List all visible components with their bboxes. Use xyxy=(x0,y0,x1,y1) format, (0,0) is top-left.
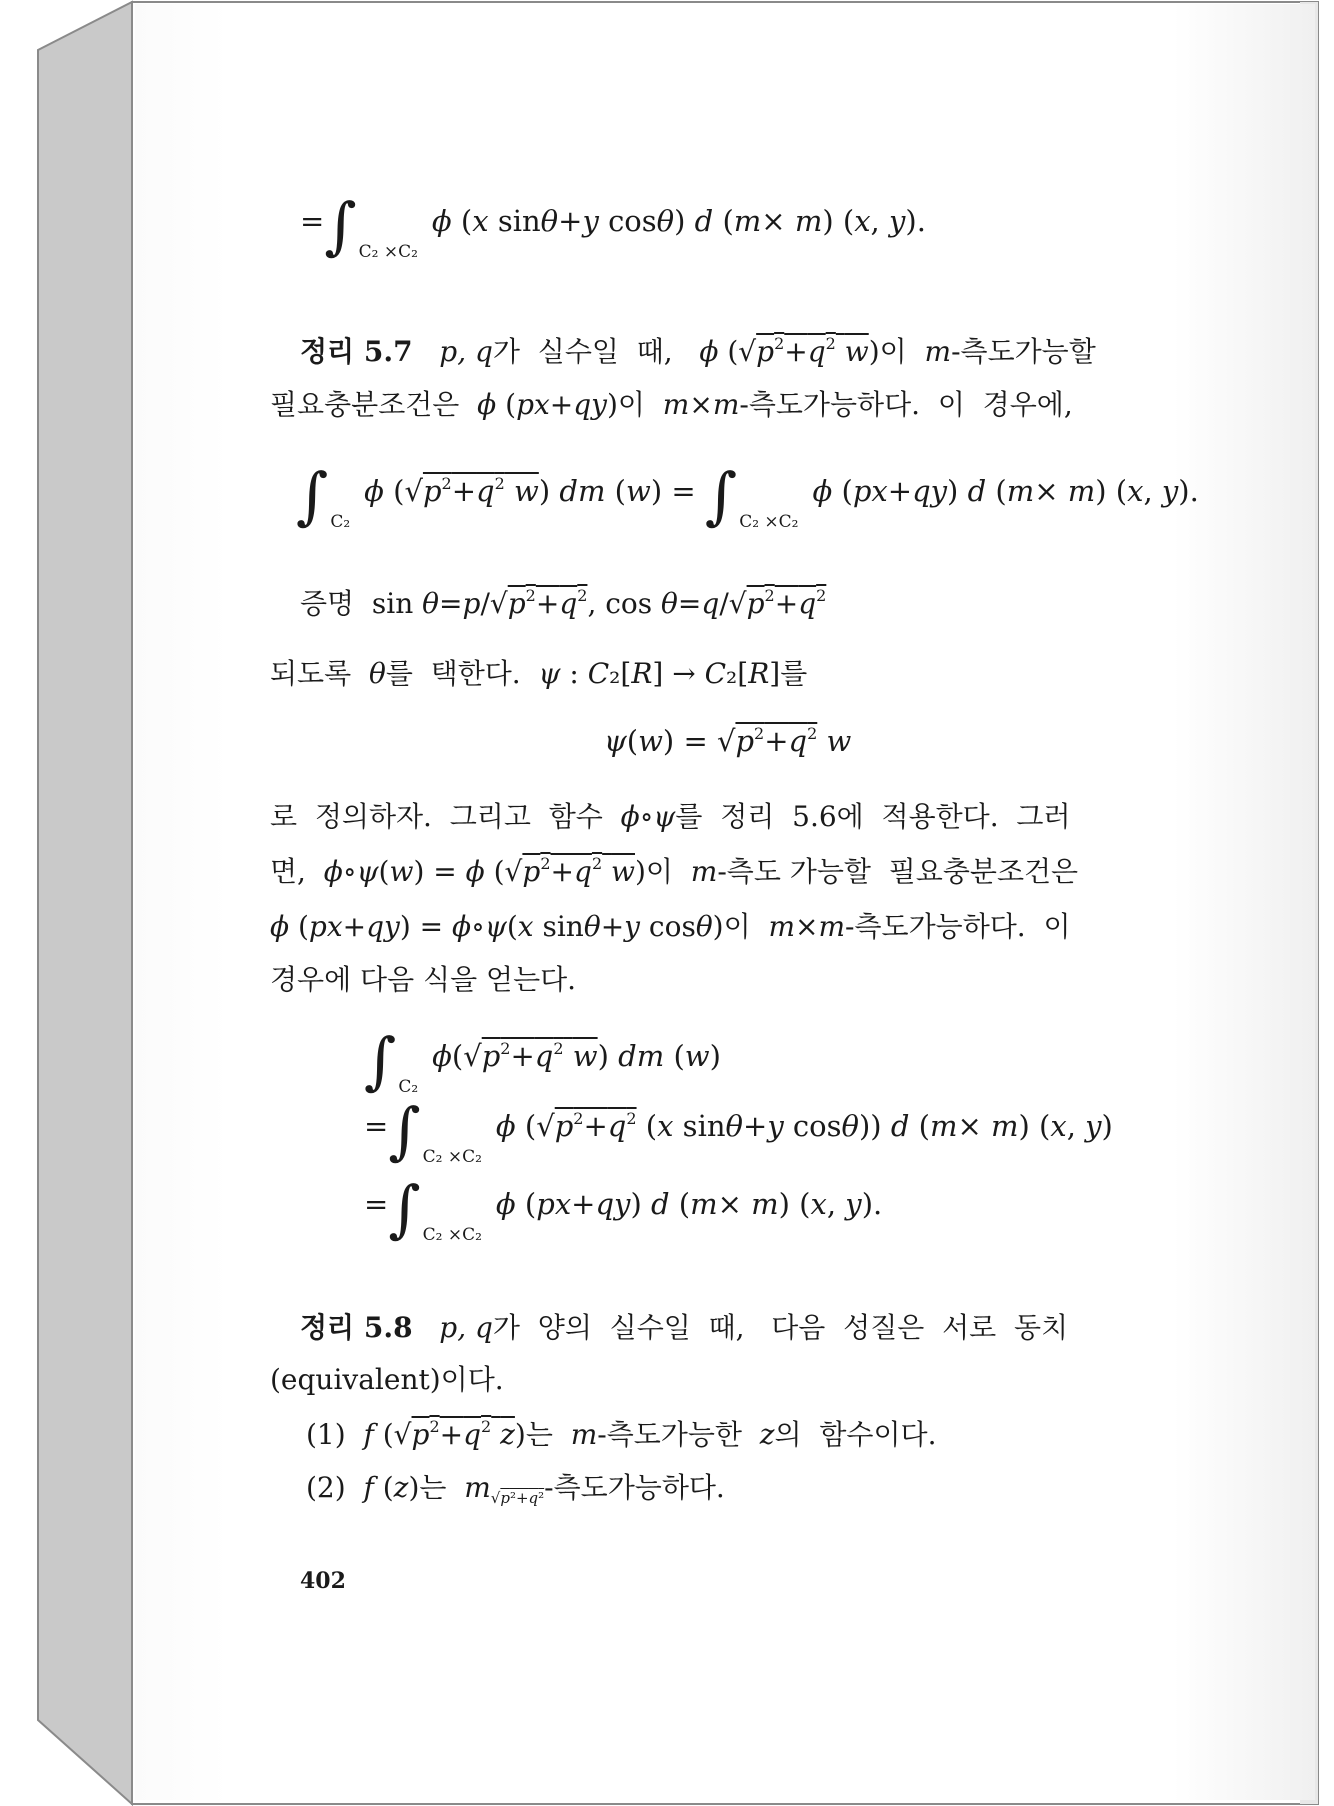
proof-line1: 증명 $\sin \theta=p/√p^2+q^2$, $\cos \theta=q/√p^2+q^2$ xyxy=(300,586,827,620)
theorem-label: 정리 5.8 xyxy=(300,1311,413,1344)
page-number: 402 xyxy=(300,1568,346,1594)
equation-4-line3: =∫ $_{C_2 \times C_2}$ϕ (px+qy) d (m× m) (x, y). xyxy=(364,1172,883,1245)
equation-4-line1: ∫ $_{C_2}\phi(√p^2+q^2$ w) dm (w) xyxy=(364,1024,721,1097)
proof-line3: 로 정의하자. 그리고 함수 ϕ∘ψ를 정리 5.6에 적용한다. 그러 xyxy=(270,800,1071,833)
equation-2: ∫ $_{C_2}$ϕ ($√p^2+q^2$ w) dm (w) = ∫ $_{C_2 \times C_2}$ϕ (px+qy) d (m× m) (x, y). xyxy=(296,459,1199,532)
equation-1-text xyxy=(0,0,1,1)
proof-line5: ϕ (px+qy) = ϕ∘ψ(x sinθ+y cosθ)이 m×m-측도가능하다. 이 xyxy=(270,910,1071,943)
theorem-label: 정리 5.7 xyxy=(300,335,413,368)
proof-line2: 되도록 θ를 택한다. ψ : C₂[R] → C₂[R]를 xyxy=(270,657,808,690)
book-page xyxy=(135,4,1315,1800)
theorem-5-7-line1: 정리 5.7 p, q가 실수일 때, ϕ ($√p^2+q^2$ w)이 m-측도가능할 xyxy=(300,334,1096,368)
theorem-5-8-line2: (equivalent)이다. xyxy=(270,1363,504,1396)
theorem-5-8-line1: 정리 5.8 p, q가 양의 실수일 때, 다음 성질은 서로 동치 xyxy=(300,1311,1069,1344)
equation-1: =∫ $_{C_2 \times C_2}$ϕ (x sinθ+y cosθ) d (m× m) (x, y). xyxy=(300,189,926,262)
equation-3: $\psi(w) = √p^2+q^2$ w xyxy=(604,724,852,758)
theorem-5-8-item2: (2) f (z)는 $m_{√p^2+q^2}-$측도가능하다. xyxy=(306,1471,725,1507)
theorem-5-8-item1: (1) f ($√p^2+q^2$ z)는 m-측도가능한 z의 함수이다. xyxy=(306,1417,937,1451)
proof-line4: 면, ϕ∘ψ(w) = ϕ ($√p^2+q^2$ w)이 m-측도 가능할 필요충분조건은 xyxy=(270,854,1079,888)
proof-line6: 경우에 다음 식을 얻는다. xyxy=(270,963,577,996)
equation-4-line2: =∫ $_{C_2 \times C_2}$ϕ ($√p^2+q^2$ (x sinθ+y cosθ)) d (m× m) (x, y) xyxy=(364,1094,1113,1167)
theorem-5-7-line2: 필요충분조건은 ϕ (px+qy)이 m×m-측도가능하다. 이 경우에, xyxy=(270,388,1073,421)
